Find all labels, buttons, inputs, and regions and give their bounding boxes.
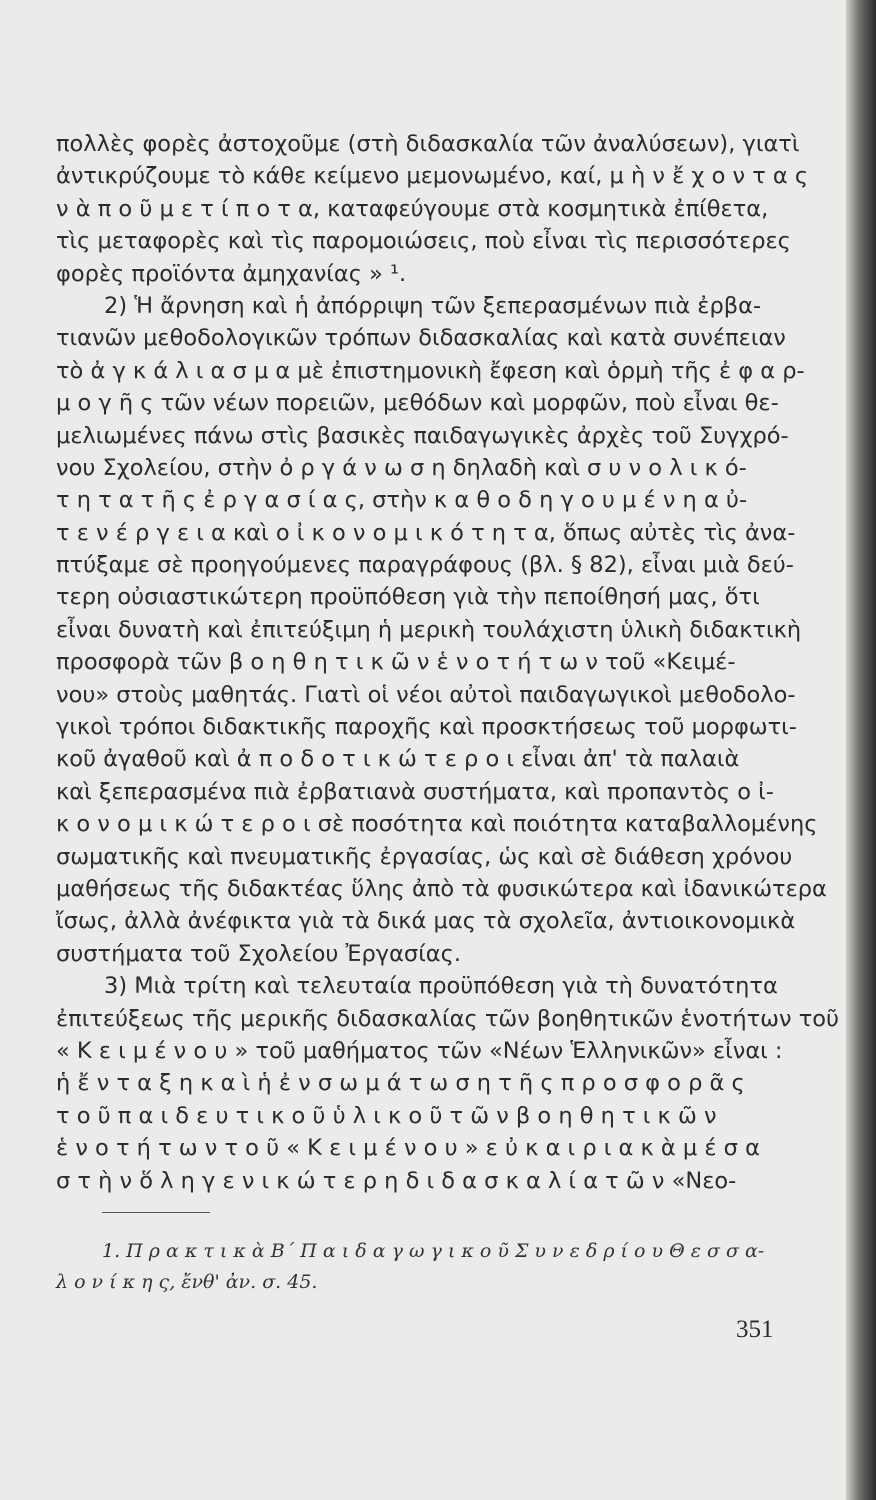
text-line: σωματικῆς καὶ πνευματικῆς ἐργασίας, ὡς καὶ σὲ διάθεση χρόνου [56,843,793,870]
text-line: φορὲς προϊόντα ἀμηχανίας » ¹. [56,260,407,287]
body-text [56,128,840,1197]
text-line: πολλὲς φορὲς ἀστοχοῦμε (στὴ διδασκαλία τῶν ἀναλύσεων), γιατὶ [56,131,800,157]
text-line: τιανῶν μεθοδολογικῶν τρόπων διδασκαλίας καὶ κατὰ συνέπειαν [56,325,786,352]
footnote-line: 1. Π ρ α κ τ ι κ ὰ Β΄ Π α ι δ α γ ω γ ι κ ο ῦ Σ υ ν ε δ ρ ί ο υ Θ ε σ σ α- [102,1240,765,1262]
page-edge-shadow [846,0,876,1500]
text-line: τ ο ῦ π α ι δ ε υ τ ι κ ο ῦ ὑ λ ι κ ο ῦ τ ῶ ν β ο η θ η τ ι κ ῶ ν [56,1102,717,1129]
text-line: καὶ ξεπερασμένα πιὰ ἐρβατιανὰ συστήματα, καὶ προπαντὸς ο ἰ- [56,778,774,805]
text-line: πτύξαμε σὲ προηγούμενες παραγράφους (βλ. § 82), εἶναι μιὰ δεύ- [56,552,794,579]
text-line: κοῦ ἀγαθοῦ καὶ ἀ π ο δ ο τ ι κ ώ τ ε ρ ο ι εἶναι ἀπ' τὰ παλαιὰ [56,746,740,773]
text-line: σ τ ὴ ν ὅ λ η γ ε ν ι κ ώ τ ε ρ η δ ι δ α σ κ α λ ί α τ ῶ ν «Νεο- [56,1167,737,1194]
text-line: εἶναι δυνατὴ καὶ ἐπιτεύξιμη ἡ μερικὴ τουλάχιστη ὑλικὴ διδακτικὴ [56,616,802,643]
text-line: τὸ ἀ γ κ ά λ ι α σ μ α μὲ ἐπιστημονικὴ ἔφεση καὶ ὁρμὴ τῆς ἐ φ α ρ- [56,357,805,384]
footnote-line: λ ο ν ί κ η ς, ἔνθ' ἀν. σ. 45. [56,1271,318,1293]
text-line: κ ο ν ο μ ι κ ώ τ ε ρ ο ι σὲ ποσότητα καὶ ποιότητα καταβαλλομένης [56,811,818,838]
text-line: « Κ ε ι μ έ ν ο υ » τοῦ μαθήματος τῶν «Νέων Ἑλληνικῶν» εἶναι : [56,1037,783,1064]
text-line: ἐπιτεύξεως τῆς μερικῆς διδασκαλίας τῶν βοηθητικῶν ἑνοτήτων τοῦ [56,1005,840,1032]
text-line: ἡ ἔ ν τ α ξ η κ α ὶ ἡ ἐ ν σ ω μ ά τ ω σ η τ ῆ ς π ρ ο σ φ ο ρ ᾶ ς [56,1070,745,1097]
text-line: μ ο γ ῆ ς τῶν νέων πορειῶν, μεθόδων καὶ μορφῶν, ποὺ εἶναι θε- [56,390,779,417]
paragraph-3-first-line: 3) Μιὰ τρίτη καὶ τελευταία προϋπόθεση γιὰ τὴ δυνατότητα [104,973,778,1000]
footnote-separator [102,1212,210,1213]
text-line: τὶς μεταφορὲς καὶ τὶς παρομοιώσεις, ποὺ εἶναι τὶς περισσότερες [56,228,791,255]
text-line: ἑ ν ο τ ή τ ω ν τ ο ῦ « Κ ε ι μ έ ν ο υ » ε ὐ κ α ι ρ ι α κ ὰ μ έ σ α [56,1135,760,1162]
text-line: μαθήσεως τῆς διδακτέας ὕλης ἀπὸ τὰ φυσικώτερα καὶ ἰδανικώτερα [56,875,827,902]
text-line: γικοὶ τρόποι διδακτικῆς παροχῆς καὶ προσκτήσεως τοῦ μορφωτι- [56,714,797,741]
text-line: μελιωμένες πάνω στὶς βασικὲς παιδαγωγικὲς ἀρχὲς τοῦ Συγχρό- [56,422,789,449]
text-line: προσφορὰ τῶν β ο η θ η τ ι κ ῶ ν ἑ ν ο τ ή τ ω ν τοῦ «Κειμέ- [56,649,736,676]
text-line: νου Σχολείου, στὴν ὀ ρ γ ά ν ω σ η δηλαδὴ καὶ σ υ ν ο λ ι κ ό- [56,454,747,481]
text-line: συστήματα τοῦ Σχολείου Ἐργασίας. [56,940,461,967]
text-line: τ ε ν έ ρ γ ε ι α καὶ ο ἰ κ ο ν ο μ ι κ ό τ η τ α, ὅπως αὐτὲς τὶς ἀνα- [56,519,796,546]
text-line: ἴσως, ἀλλὰ ἀνέφικτα γιὰ τὰ δικά μας τὰ σχολεῖα, ἀντιοικονομικὰ [56,908,796,935]
text-line: τ η τ α τ ῆ ς ἐ ρ γ α σ ί α ς, στὴν κ α θ ο δ η γ ο υ μ έ ν η α ὐ- [56,487,748,514]
text-line: ν ὰ π ο ῦ μ ε τ ί π ο τ α, καταφεύγουμε στὰ κοσμητικὰ ἐπίθετα, [56,195,769,222]
text-line: τερη οὐσιαστικώτερη προϋπόθεση γιὰ τὴν πεποίθησή μας, ὅτι [56,584,760,611]
text-line: ἀντικρύζουμε τὸ κάθε κείμενο μεμονωμένο, καί, μ ὴ ν ἔ χ ο ν τ α ς [56,163,809,190]
text-line: νου» στοὺς μαθητάς. Γιατὶ οἱ νέοι αὐτοὶ παιδαγωγικοὶ μεθοδολο- [56,681,796,708]
page-number: 351 [736,1316,774,1343]
paragraph-2-first-line: 2) Ἡ ἄρνηση καὶ ἡ ἀπόρριψη τῶν ξεπερασμένων πιὰ ἐρβα- [104,292,762,319]
footnote [56,1236,776,1298]
